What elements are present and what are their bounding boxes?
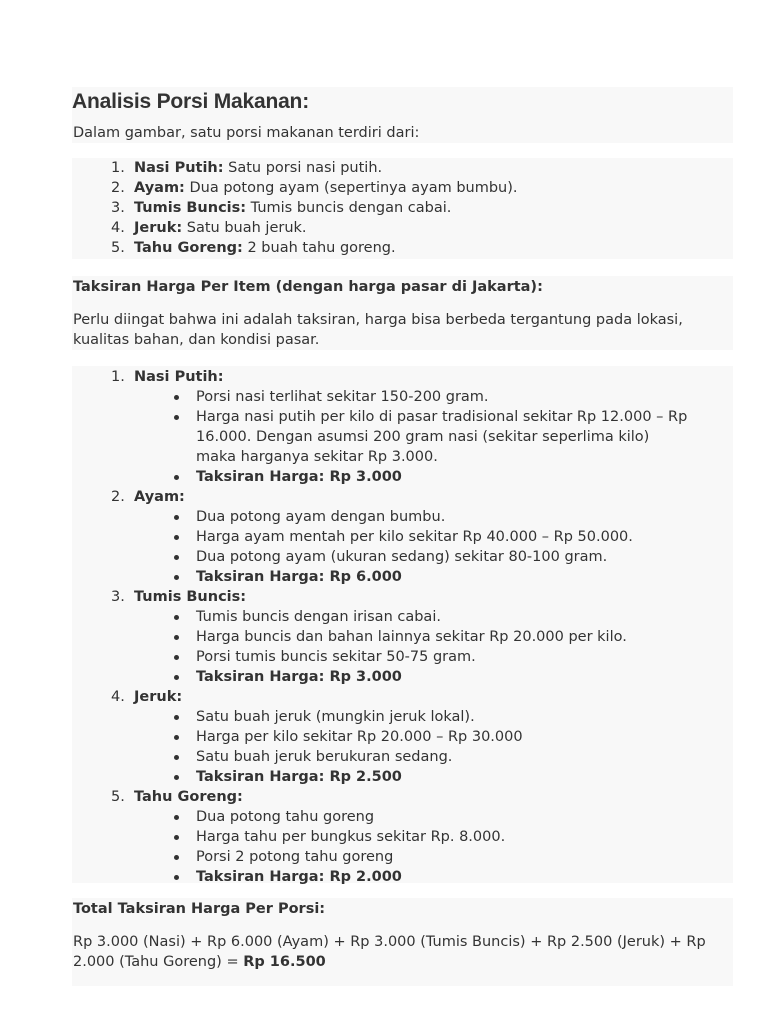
- estimate-text: Taksiran Harga: Rp 2.500: [196, 769, 402, 785]
- bullet-item: Porsi 2 potong tahu goreng: [72, 847, 733, 867]
- estimate-text: Taksiran Harga: Rp 6.000: [196, 569, 402, 585]
- bullet-item: Dua potong tahu goreng: [72, 807, 733, 827]
- total-text: Rp 3.000 (Nasi) + Rp 6.000 (Ayam) + Rp 3.000 (Tumis Buncis) + Rp 2.500 (Jeruk) + Rp 2.000 (Tahu Goreng) =: [73, 934, 706, 970]
- price-item-label: Ayam:: [134, 489, 185, 505]
- bullet-item: Satu buah jeruk (mungkin jeruk lokal).: [72, 707, 733, 727]
- price-item-details: [72, 707, 733, 787]
- list-number: 4.: [111, 220, 125, 236]
- price-heading-block: [72, 276, 733, 350]
- price-list: [72, 366, 733, 883]
- item-label: Tahu Goreng:: [134, 240, 243, 256]
- list-number: 2.: [111, 489, 125, 505]
- list-item: [72, 178, 733, 198]
- bullet-item: Harga nasi putih per kilo di pasar tradisional sekitar Rp 12.000 – Rp 16.000. Dengan asumsi 200 gram nasi (sekitar seperlima kilo) maka harganya sekitar Rp 3.000.: [72, 407, 733, 467]
- list-number: 3.: [111, 200, 125, 216]
- price-item-label: Jeruk:: [134, 689, 183, 705]
- total-heading-text: Total Taksiran Harga Per Porsi:: [73, 901, 326, 917]
- item-text: Satu buah jeruk.: [182, 220, 307, 236]
- price-item: [72, 367, 733, 387]
- estimate-item: [72, 467, 733, 487]
- price-item-details: [72, 607, 733, 687]
- price-item-label: Nasi Putih:: [134, 369, 224, 385]
- estimate-item: [72, 867, 733, 887]
- price-item-details: [72, 507, 733, 587]
- price-item-details: [72, 387, 733, 487]
- price-item-details: [72, 807, 733, 887]
- estimate-text: Taksiran Harga: Rp 2.000: [196, 869, 402, 885]
- price-item: [72, 487, 733, 507]
- list-number: 4.: [111, 689, 125, 705]
- price-note: Perlu diingat bahwa ini adalah taksiran, harga bisa berbeda tergantung pada lokasi, kualitas bahan, dan kondisi pasar.: [73, 312, 683, 348]
- price-item: [72, 687, 733, 707]
- list-item: [72, 198, 733, 218]
- list-item: [72, 218, 733, 238]
- total-block: [72, 898, 733, 986]
- total-heading: [72, 898, 733, 919]
- price-item-label: Tumis Buncis:: [134, 589, 247, 605]
- list-number: 2.: [111, 180, 125, 196]
- estimate-text: Taksiran Harga: Rp 3.000: [196, 669, 402, 685]
- price-heading-text: Taksiran Harga Per Item (dengan harga pasar di Jakarta):: [73, 279, 543, 295]
- bullet-item: Satu buah jeruk berukuran sedang.: [72, 747, 733, 767]
- price-item: [72, 787, 733, 807]
- bullet-item: Dua potong ayam dengan bumbu.: [72, 507, 733, 527]
- list-number: 1.: [111, 369, 125, 385]
- item-text: Dua potong ayam (sepertinya ayam bumbu).: [184, 180, 518, 196]
- intro-text: Dalam gambar, satu porsi makanan terdiri dari:: [73, 125, 420, 141]
- list-number: 3.: [111, 589, 125, 605]
- item-text: 2 buah tahu goreng.: [242, 240, 396, 256]
- bullet-item: Harga tahu per bungkus sekitar Rp. 8.000.: [72, 827, 733, 847]
- item-label: Jeruk:: [134, 220, 183, 236]
- item-text: Satu porsi nasi putih.: [223, 160, 383, 176]
- list-number: 5.: [111, 789, 125, 805]
- bullet-item: Dua potong ayam (ukuran sedang) sekitar 80-100 gram.: [72, 547, 733, 567]
- price-heading: [72, 276, 733, 297]
- title-block: [72, 87, 733, 143]
- bullet-item: Harga per kilo sekitar Rp 20.000 – Rp 30.000: [72, 727, 733, 747]
- total-calculation: [72, 932, 733, 972]
- list-number: 1.: [111, 160, 125, 176]
- estimate-text: Taksiran Harga: Rp 3.000: [196, 469, 402, 485]
- list-item: [72, 238, 733, 258]
- price-item: [72, 587, 733, 607]
- page-title: Analisis Porsi Makanan:: [72, 90, 309, 113]
- item-label: Nasi Putih:: [134, 160, 224, 176]
- list-item: [72, 158, 733, 178]
- bullet-item: Porsi tumis buncis sekitar 50-75 gram.: [72, 647, 733, 667]
- item-text: Tumis buncis dengan cabai.: [246, 200, 452, 216]
- portion-list: [72, 158, 733, 259]
- bullet-item: Harga buncis dan bahan lainnya sekitar Rp 20.000 per kilo.: [72, 627, 733, 647]
- estimate-item: [72, 767, 733, 787]
- bullet-item: Porsi nasi terlihat sekitar 150-200 gram.: [72, 387, 733, 407]
- estimate-item: [72, 567, 733, 587]
- item-label: Tumis Buncis:: [134, 200, 247, 216]
- price-item-label: Tahu Goreng:: [134, 789, 243, 805]
- list-number: 5.: [111, 240, 125, 256]
- bullet-item: Harga ayam mentah per kilo sekitar Rp 40.000 – Rp 50.000.: [72, 527, 733, 547]
- item-label: Ayam:: [134, 180, 185, 196]
- bullet-item: Tumis buncis dengan irisan cabai.: [72, 607, 733, 627]
- total-value: Rp 16.500: [243, 954, 326, 970]
- estimate-item: [72, 667, 733, 687]
